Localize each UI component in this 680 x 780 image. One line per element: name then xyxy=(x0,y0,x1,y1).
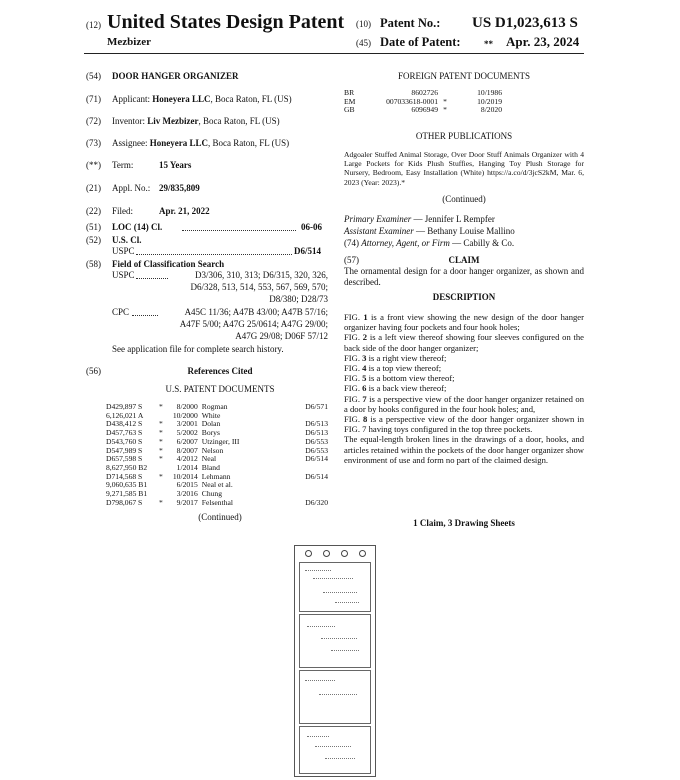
header-num-45: (45) xyxy=(356,38,371,48)
foreign-reference-row xyxy=(344,106,502,115)
leader-dots xyxy=(136,248,292,255)
ref-date: 6/2007 xyxy=(176,436,198,446)
foreign-date: 10/1986 xyxy=(477,88,502,97)
hook-hole-icon xyxy=(305,550,312,557)
search-cpc-line: A45C 11/36; A47B 43/00; A47B 57/16; xyxy=(184,307,328,317)
claim-title: CLAIM xyxy=(448,255,480,265)
code-22: (22) xyxy=(86,206,101,216)
representative-drawing xyxy=(294,545,376,777)
code-74: (74) xyxy=(344,238,359,248)
appl-no-value: 29/835,809 xyxy=(159,183,200,193)
foreign-references-list xyxy=(344,89,544,115)
foreign-number: 8602726 xyxy=(411,88,438,97)
applicant-location: , Boca Raton, FL (US) xyxy=(210,94,292,104)
foreign-date: 10/2019 xyxy=(477,96,502,106)
figure-text: is a back view thereof; xyxy=(366,383,447,394)
ref-class: D6/514 xyxy=(305,454,328,464)
assignee-field xyxy=(112,138,289,149)
search-uspc-line: D8/380; D28/73 xyxy=(269,294,328,304)
ref-number: 9,060,635 B1 xyxy=(106,480,148,490)
applicant-name: Honeyera LLC xyxy=(152,94,211,104)
pocket-outline xyxy=(299,726,371,774)
term-value: 15 Years xyxy=(159,160,192,170)
description-body xyxy=(344,312,584,465)
ref-date: 9/2017 xyxy=(176,497,198,507)
patent-no-label: Patent No.: xyxy=(380,16,441,30)
ref-number: 8,627,950 B2 xyxy=(106,462,148,472)
code-51: (51) xyxy=(86,222,101,232)
figure-description xyxy=(344,363,584,373)
references-table xyxy=(106,403,328,507)
assistant-examiner-name: — Bethany Louise Mallino xyxy=(413,226,515,236)
leader-dots xyxy=(132,309,158,316)
figure-description xyxy=(344,383,584,393)
ref-name: Rogman xyxy=(201,402,228,411)
assignee-name: Honeyera LLC xyxy=(149,138,208,148)
attorney-field xyxy=(344,238,514,249)
header-num-10: (10) xyxy=(356,19,371,29)
broken-line xyxy=(307,626,335,627)
broken-line xyxy=(313,578,353,579)
ref-class xyxy=(305,481,328,490)
code-56: (56) xyxy=(86,366,101,376)
left-continued: (Continued) xyxy=(198,512,242,522)
filed-value: Apr. 21, 2022 xyxy=(159,206,210,216)
right-continued: (Continued) xyxy=(442,194,486,204)
search-cpc-line: A47F 5/00; A47G 25/0614; A47G 29/00; xyxy=(179,319,328,329)
figure-label: FIG. 8 xyxy=(344,414,368,425)
attorney-name: — Cabilly & Co. xyxy=(449,238,515,248)
ref-star: * xyxy=(158,436,163,446)
ref-date: 8/2007 xyxy=(176,445,198,455)
search-uspc-line: D6/328, 513, 514, 553, 567, 569, 570; xyxy=(190,282,328,292)
pocket-outline xyxy=(299,670,371,724)
ref-number: D543,760 S xyxy=(106,436,143,446)
pocket-outline xyxy=(299,614,371,668)
inventor-surname: Mezbizer xyxy=(107,36,151,48)
ref-number: D547,989 S xyxy=(106,445,143,455)
applicant-label: Applicant: xyxy=(112,94,150,104)
ref-date: 4/2012 xyxy=(176,454,198,464)
broken-line xyxy=(323,592,357,593)
code-73: (73) xyxy=(86,138,101,148)
ref-number: D657,598 S xyxy=(106,454,143,464)
ref-name: Dolan xyxy=(201,419,221,429)
ref-star: * xyxy=(158,419,163,429)
figure-text: is a perspective view of the door hanger organizer shown in FIG. 7 having toys configured in the top three pockets. xyxy=(344,414,584,435)
ref-number: D798,067 S xyxy=(106,497,143,507)
ref-date: 3/2016 xyxy=(176,489,198,499)
code-term: (**) xyxy=(86,160,101,170)
broken-line xyxy=(307,736,329,737)
patent-number: US D1,023,613 S xyxy=(472,15,578,31)
figure-text: is a top view thereof; xyxy=(366,363,442,374)
foreign-table xyxy=(344,89,502,115)
assignee-location: , Boca Raton, FL (US) xyxy=(208,138,290,148)
us-patent-docs-title: U.S. PATENT DOCUMENTS xyxy=(165,384,275,394)
figure-text: is a front view showing the new design of the door hanger organizer having four pockets and four hook holes; xyxy=(344,312,584,333)
ref-name: Bland xyxy=(201,462,220,472)
ref-name: Nelson xyxy=(201,445,224,455)
broken-line xyxy=(331,650,359,651)
figure-text: is a bottom view thereof; xyxy=(366,373,455,384)
claim-text: The ornamental design for a door hanger organizer, as shown and described. xyxy=(344,266,584,287)
uspc-label: USPC xyxy=(112,246,135,256)
figure-description xyxy=(344,373,584,383)
broken-line xyxy=(325,758,355,759)
loc-class-label: LOC (14) Cl. xyxy=(112,222,163,232)
figure-label: FIG. 3 xyxy=(344,352,367,363)
attorney-label: Attorney, Agent, or Firm xyxy=(361,238,450,248)
us-class-label: U.S. Cl. xyxy=(112,235,142,245)
broken-line xyxy=(315,746,351,747)
date-marks: ** xyxy=(484,39,493,49)
ref-date: 10/2000 xyxy=(172,410,198,420)
code-57: (57) xyxy=(344,255,359,265)
ref-star: * xyxy=(158,428,163,438)
ref-class: D6/571 xyxy=(305,402,328,411)
figure-description xyxy=(344,312,584,332)
figure-description xyxy=(344,353,584,363)
code-72: (72) xyxy=(86,116,101,126)
broken-line xyxy=(335,602,359,603)
ref-star: * xyxy=(158,471,163,481)
primary-examiner-label: Primary Examiner xyxy=(344,214,412,224)
foreign-number: 007033618-0001 xyxy=(386,96,438,106)
ref-class: D6/514 xyxy=(305,471,328,481)
foreign-country: EM xyxy=(344,96,356,106)
reference-row xyxy=(106,499,328,508)
code-58: (58) xyxy=(86,259,101,269)
primary-examiner-name: — Jennifer L Rempfer xyxy=(411,214,495,224)
broken-line xyxy=(321,638,357,639)
header-num-12: (12) xyxy=(86,20,101,30)
ref-date: 10/2014 xyxy=(172,471,198,481)
search-cpc-line: A47G 29/08; D06F 57/12 xyxy=(235,331,328,341)
inventor-field xyxy=(112,116,280,127)
patent-date: Apr. 23, 2024 xyxy=(506,34,580,49)
ref-date: 8/2000 xyxy=(176,402,198,411)
figure-label: FIG. 1 xyxy=(344,312,368,322)
ref-name: Chung xyxy=(201,489,223,499)
figure-text: is a perspective view of the door hanger organizer retained on a door by hooks configured in the four hook holes; and, xyxy=(344,393,584,414)
search-uspc-line: D3/306, 310, 313; D6/315, 320, 326, xyxy=(194,270,328,280)
broken-line xyxy=(305,570,331,571)
code-71: (71) xyxy=(86,94,101,104)
search-history-note: See application file for complete search history. xyxy=(112,344,284,354)
ref-star: * xyxy=(158,445,163,455)
figure-description xyxy=(344,394,584,414)
us-references-list xyxy=(106,403,328,507)
ref-name: Neal xyxy=(201,454,217,464)
references-cited-label: References Cited xyxy=(187,366,253,376)
figure-description xyxy=(344,414,584,434)
inventor-label: Inventor: xyxy=(112,116,145,126)
code-52: (52) xyxy=(86,235,101,245)
ref-name: Neal et al. xyxy=(201,480,233,490)
ref-number: D438,412 S xyxy=(106,419,143,429)
foreign-star: * xyxy=(443,96,447,106)
ref-date: 5/2002 xyxy=(176,428,198,438)
description-title: DESCRIPTION xyxy=(432,292,496,302)
broken-lines-statement: The equal-length broken lines in the drawings of a door, hooks, and articles retained within the pockets of the door hanger organizer show environment of use and form no part of the claimed design. xyxy=(344,434,584,465)
other-publications-title: OTHER PUBLICATIONS xyxy=(415,131,513,141)
claims-sheets-count: 1 Claim, 3 Drawing Sheets xyxy=(413,518,515,528)
ref-number: 6,126,021 A xyxy=(106,410,144,420)
assignee-label: Assignee: xyxy=(112,138,148,148)
leader-dots xyxy=(136,272,168,279)
hook-hole-icon xyxy=(359,550,366,557)
search-cpc-label: CPC xyxy=(112,307,130,317)
ref-star xyxy=(156,481,166,490)
code-21: (21) xyxy=(86,183,101,193)
ref-number: D457,763 S xyxy=(106,428,143,438)
foreign-star: * xyxy=(443,105,447,115)
foreign-date: 8/2020 xyxy=(480,105,502,115)
figure-label: FIG. 4 xyxy=(344,363,367,374)
header-rule xyxy=(84,53,584,54)
ref-name: Felsenthal xyxy=(201,497,233,507)
date-of-patent-label: Date of Patent: xyxy=(380,35,461,49)
field-of-search-label: Field of Classification Search xyxy=(112,259,225,269)
broken-line xyxy=(319,694,357,695)
hook-hole-icon xyxy=(323,550,330,557)
ref-number: 9,271,585 B1 xyxy=(106,489,148,499)
term-label: Term: xyxy=(112,160,134,170)
ref-date: 6/2015 xyxy=(176,480,198,490)
primary-examiner xyxy=(344,214,495,225)
figure-label: FIG. 7 xyxy=(344,393,367,404)
leader-dots xyxy=(182,224,296,231)
assistant-examiner xyxy=(344,226,515,237)
ref-class: D6/553 xyxy=(305,436,328,446)
other-publication-text: Adgoaler Stuffed Animal Storage, Over Door Stuff Animals Organizer with 4 Large Pockets for Kids Plush Stuffies, Hanging Toy Plush Storage for Nursery, Bedroom, Easy Installation (White) https://a.co/d/3jcS2kM, Mar. 6, 2023 (Year: 2023).* xyxy=(344,150,584,187)
hook-hole-icon xyxy=(341,550,348,557)
figure-text: is a left view thereof showing four sleeves configured on the back side of the door hanger organizer; xyxy=(344,332,584,353)
appl-no-label: Appl. No.: xyxy=(112,183,151,193)
foreign-country: BR xyxy=(344,88,355,97)
loc-class-value: 06-06 xyxy=(301,222,322,232)
ref-name: Utzinger, III xyxy=(201,436,240,446)
design-title: DOOR HANGER ORGANIZER xyxy=(112,71,239,81)
foreign-number: 6096949 xyxy=(411,105,438,115)
ref-number: D429,897 S xyxy=(106,402,143,411)
figure-label: FIG. 6 xyxy=(344,383,367,394)
uspc-value: D6/514 xyxy=(294,246,321,256)
ref-date: 1/2014 xyxy=(176,462,198,472)
ref-name: Borys xyxy=(201,428,220,438)
ref-name: Lehmann xyxy=(201,471,231,481)
ref-star: * xyxy=(158,402,163,411)
ref-name: White xyxy=(201,410,221,420)
ref-date: 3/2001 xyxy=(176,419,198,429)
search-uspc-label: USPC xyxy=(112,270,135,280)
applicant-field xyxy=(112,94,292,105)
ref-class: D6/553 xyxy=(305,445,328,455)
foreign-country: GB xyxy=(344,105,355,115)
ref-star: * xyxy=(158,497,163,507)
patent-type-title: United States Design Patent xyxy=(107,11,345,33)
assistant-examiner-label: Assistant Examiner xyxy=(344,226,414,236)
figure-text: is a right view thereof; xyxy=(366,352,447,363)
figure-label: FIG. 2 xyxy=(344,332,368,343)
ref-class: D6/513 xyxy=(305,419,328,429)
figure-description xyxy=(344,332,584,352)
ref-number: D714,568 S xyxy=(106,471,143,481)
ref-class: D6/320 xyxy=(305,497,328,507)
broken-line xyxy=(305,680,335,681)
inventor-name: Liv Mezbizer xyxy=(147,116,199,126)
code-54: (54) xyxy=(86,71,101,81)
ref-star: * xyxy=(158,454,163,464)
ref-class: D6/513 xyxy=(305,428,328,438)
filed-label: Filed: xyxy=(112,206,134,216)
figure-label: FIG. 5 xyxy=(344,373,367,384)
inventor-location: , Boca Raton, FL (US) xyxy=(198,116,280,126)
foreign-docs-title: FOREIGN PATENT DOCUMENTS xyxy=(397,71,531,81)
